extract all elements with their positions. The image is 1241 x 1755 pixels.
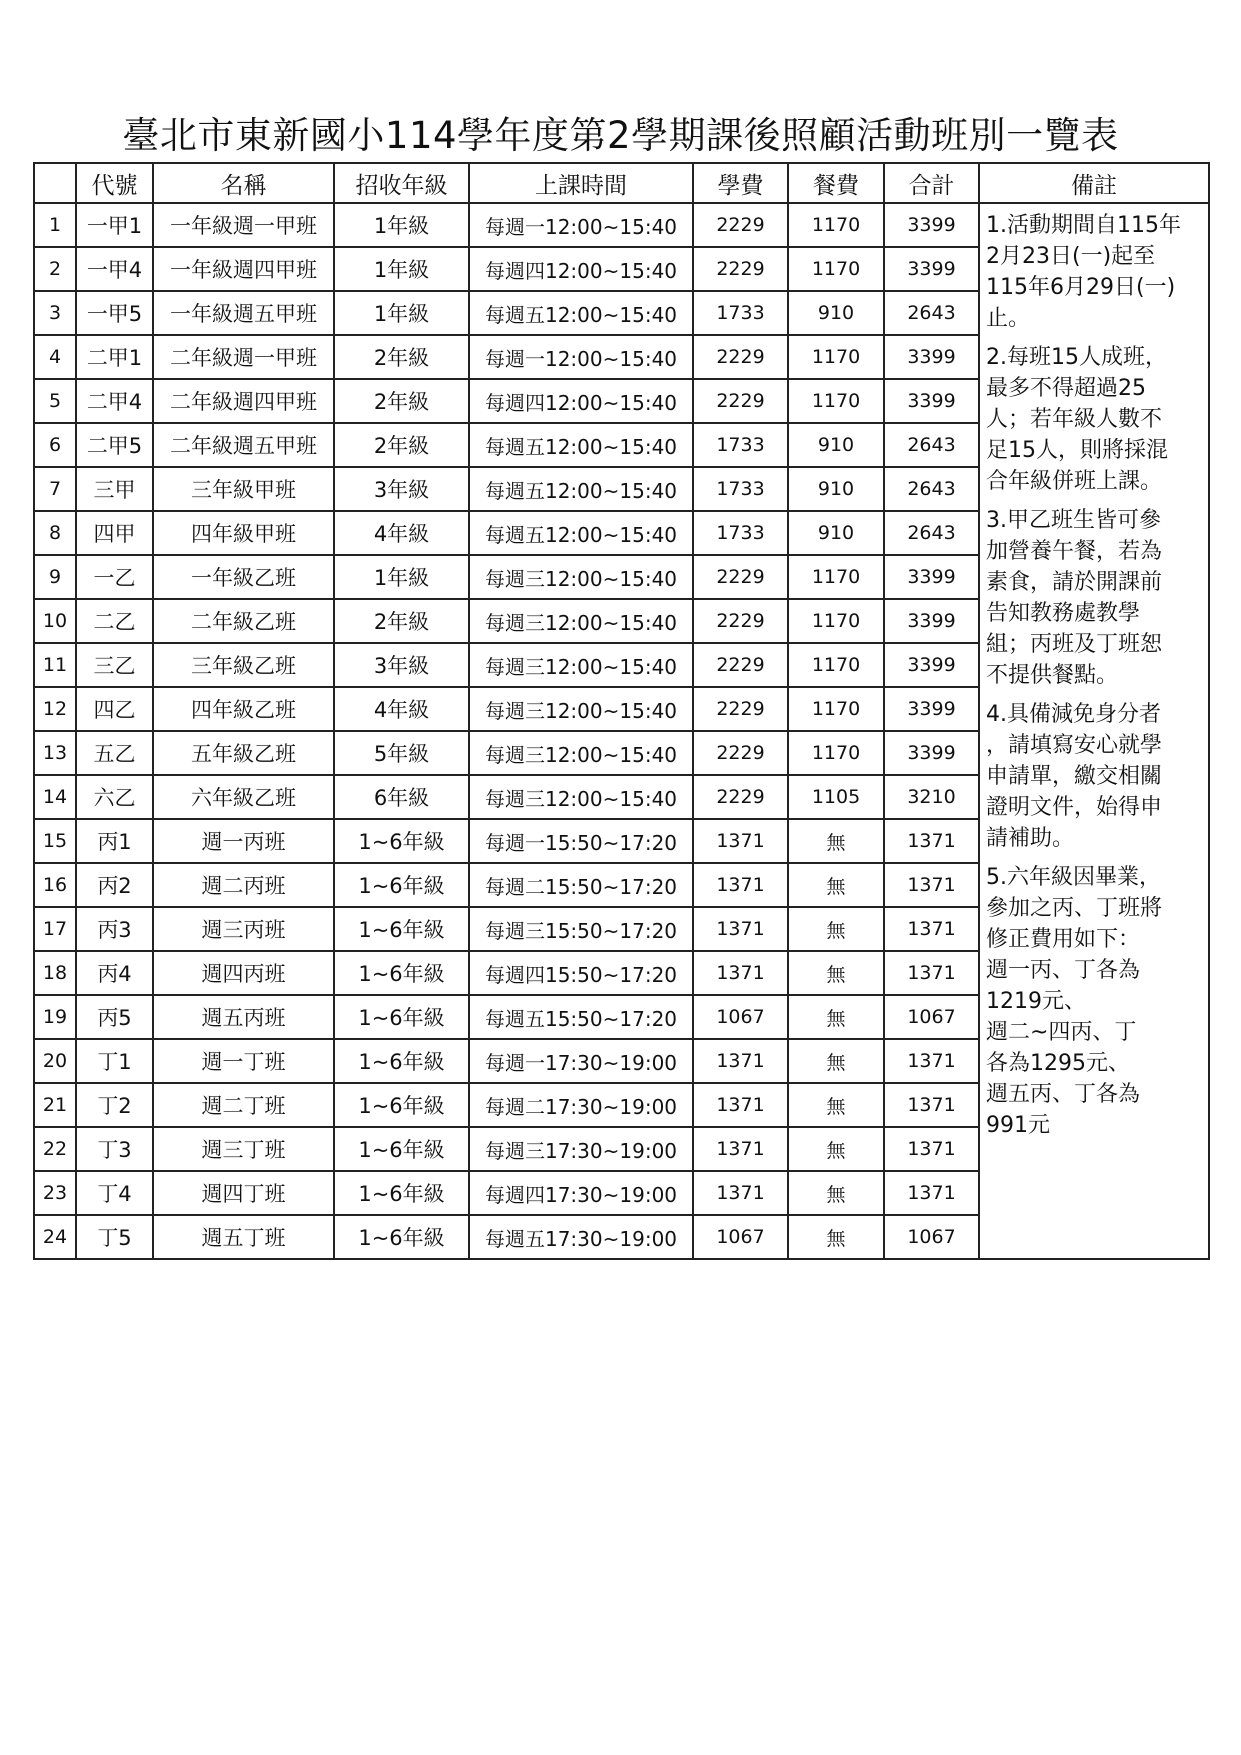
total-fee: 1371: [884, 1127, 979, 1171]
class-name: 四年級甲班: [153, 511, 334, 555]
meal-fee: 910: [788, 511, 884, 555]
class-name: 週五丙班: [153, 995, 334, 1039]
total-fee: 1371: [884, 1171, 979, 1215]
remark-line: 1.活動期間自115年: [986, 213, 1181, 238]
class-code: 丙4: [76, 951, 153, 995]
class-code: 四乙: [76, 687, 153, 731]
meal-fee: 1170: [788, 599, 884, 643]
class-name: 三年級甲班: [153, 467, 334, 511]
class-name: 二年級乙班: [153, 599, 334, 643]
remarks-cell: [979, 203, 1209, 1259]
class-code: 三甲: [76, 467, 153, 511]
row-number: 22: [34, 1127, 76, 1171]
remark-line: ，請填寫安心就學: [986, 733, 1163, 758]
table-row: [34, 203, 1209, 247]
row-number: 23: [34, 1171, 76, 1215]
class-time: 每週四17:30~19:00: [469, 1171, 693, 1215]
total-fee: 3399: [884, 599, 979, 643]
grade-level: 1年級: [334, 203, 469, 247]
grade-level: 1~6年級: [334, 1171, 469, 1215]
class-code: 四甲: [76, 511, 153, 555]
class-time: 每週三17:30~19:00: [469, 1127, 693, 1171]
row-number: 2: [34, 247, 76, 291]
total-fee: 3399: [884, 687, 979, 731]
class-time: 每週二15:50~17:20: [469, 863, 693, 907]
class-name: 一年級週五甲班: [153, 291, 334, 335]
total-fee: 1371: [884, 863, 979, 907]
grade-level: 2年級: [334, 599, 469, 643]
class-code: 丙2: [76, 863, 153, 907]
class-time: 每週一12:00~15:40: [469, 203, 693, 247]
row-number: 9: [34, 555, 76, 599]
remark-line: 告知教務處教學: [986, 601, 1141, 626]
row-number: 18: [34, 951, 76, 995]
remark-line: 加營養午餐，若為: [986, 539, 1163, 564]
grade-level: 3年級: [334, 643, 469, 687]
tuition-fee: 1371: [693, 1127, 788, 1171]
grade-level: 1~6年級: [334, 1127, 469, 1171]
class-time: 每週三12:00~15:40: [469, 643, 693, 687]
meal-fee: 910: [788, 467, 884, 511]
grade-level: 1年級: [334, 291, 469, 335]
tuition-fee: 2229: [693, 599, 788, 643]
class-name: 二年級週四甲班: [153, 379, 334, 423]
class-time: 每週三15:50~17:20: [469, 907, 693, 951]
meal-fee: 無: [788, 951, 884, 995]
class-code: 二甲4: [76, 379, 153, 423]
remark-line: 最多不得超過25: [986, 376, 1146, 401]
total-fee: 3399: [884, 555, 979, 599]
class-name: 週四丙班: [153, 951, 334, 995]
remark-line: 不提供餐點。: [986, 663, 1119, 688]
tuition-fee: 1371: [693, 1171, 788, 1215]
class-time: 每週四15:50~17:20: [469, 951, 693, 995]
class-name: 六年級乙班: [153, 775, 334, 819]
remark-line: 證明文件，始得申: [986, 795, 1163, 820]
grade-level: 1~6年級: [334, 907, 469, 951]
meal-fee: 910: [788, 423, 884, 467]
class-time: 每週三12:00~15:40: [469, 599, 693, 643]
class-code: 二乙: [76, 599, 153, 643]
grade-level: 1~6年級: [334, 951, 469, 995]
grade-level: 1~6年級: [334, 1039, 469, 1083]
remark-item: [986, 862, 1204, 1141]
tuition-fee: 1371: [693, 907, 788, 951]
tuition-fee: 2229: [693, 555, 788, 599]
meal-fee: 1170: [788, 247, 884, 291]
class-code: 一乙: [76, 555, 153, 599]
remark-line: 115年6月29日(一): [986, 275, 1176, 300]
class-code: 二甲1: [76, 335, 153, 379]
class-time: 每週五17:30~19:00: [469, 1215, 693, 1259]
tuition-fee: 2229: [693, 775, 788, 819]
class-time: 每週三12:00~15:40: [469, 687, 693, 731]
total-fee: 1067: [884, 995, 979, 1039]
remark-line: 3.甲乙班生皆可參: [986, 508, 1161, 533]
class-time: 每週一17:30~19:00: [469, 1039, 693, 1083]
grade-level: 3年級: [334, 467, 469, 511]
total-fee: 2643: [884, 467, 979, 511]
class-name: 週五丁班: [153, 1215, 334, 1259]
meal-fee: 1170: [788, 555, 884, 599]
meal-fee: 無: [788, 1039, 884, 1083]
remark-line: 1219元、: [986, 989, 1086, 1014]
class-name: 四年級乙班: [153, 687, 334, 731]
tuition-fee: 2229: [693, 203, 788, 247]
header-tuition: 學費: [693, 163, 788, 203]
total-fee: 2643: [884, 511, 979, 555]
meal-fee: 無: [788, 819, 884, 863]
tuition-fee: 1733: [693, 467, 788, 511]
header-name: 名稱: [153, 163, 334, 203]
remark-item: [986, 342, 1204, 497]
remark-line: 2月23日(一)起至: [986, 244, 1156, 269]
total-fee: 1371: [884, 1039, 979, 1083]
header-remarks: 備註: [979, 163, 1209, 203]
total-fee: 3210: [884, 775, 979, 819]
remark-line: 素食，請於開課前: [986, 570, 1163, 595]
class-time: 每週五12:00~15:40: [469, 467, 693, 511]
class-time: 每週五15:50~17:20: [469, 995, 693, 1039]
class-table: [33, 162, 1210, 1260]
grade-level: 6年級: [334, 775, 469, 819]
row-number: 12: [34, 687, 76, 731]
row-number: 16: [34, 863, 76, 907]
class-name: 二年級週五甲班: [153, 423, 334, 467]
remark-line: 足15人，則將採混: [986, 438, 1168, 463]
class-name: 週一丙班: [153, 819, 334, 863]
class-time: 每週三12:00~15:40: [469, 775, 693, 819]
row-number: 3: [34, 291, 76, 335]
total-fee: 2643: [884, 291, 979, 335]
total-fee: 1067: [884, 1215, 979, 1259]
total-fee: 1371: [884, 951, 979, 995]
class-name: 週三丙班: [153, 907, 334, 951]
total-fee: 3399: [884, 203, 979, 247]
meal-fee: 1170: [788, 731, 884, 775]
tuition-fee: 2229: [693, 643, 788, 687]
tuition-fee: 2229: [693, 731, 788, 775]
tuition-fee: 1371: [693, 951, 788, 995]
class-time: 每週二17:30~19:00: [469, 1083, 693, 1127]
meal-fee: 1170: [788, 643, 884, 687]
meal-fee: 910: [788, 291, 884, 335]
remark-line: 人；若年級人數不: [986, 407, 1163, 432]
class-code: 丁3: [76, 1127, 153, 1171]
class-code: 丁5: [76, 1215, 153, 1259]
row-number: 21: [34, 1083, 76, 1127]
remark-item: [986, 210, 1204, 334]
class-time: 每週三12:00~15:40: [469, 555, 693, 599]
total-fee: 3399: [884, 335, 979, 379]
class-code: 丁2: [76, 1083, 153, 1127]
tuition-fee: 1371: [693, 1083, 788, 1127]
header-grade: 招收年級: [334, 163, 469, 203]
remark-line: 週五丙、丁各為: [986, 1082, 1141, 1107]
tuition-fee: 2229: [693, 247, 788, 291]
row-number: 19: [34, 995, 76, 1039]
total-fee: 3399: [884, 731, 979, 775]
meal-fee: 1105: [788, 775, 884, 819]
class-code: 一甲1: [76, 203, 153, 247]
row-number: 24: [34, 1215, 76, 1259]
tuition-fee: 1067: [693, 995, 788, 1039]
row-number: 14: [34, 775, 76, 819]
header-time: 上課時間: [469, 163, 693, 203]
meal-fee: 無: [788, 1083, 884, 1127]
meal-fee: 1170: [788, 687, 884, 731]
class-code: 三乙: [76, 643, 153, 687]
total-fee: 1371: [884, 1083, 979, 1127]
header-total: 合計: [884, 163, 979, 203]
row-number: 8: [34, 511, 76, 555]
class-name: 三年級乙班: [153, 643, 334, 687]
class-code: 丙1: [76, 819, 153, 863]
remark-item: [986, 699, 1204, 854]
grade-level: 1~6年級: [334, 1215, 469, 1259]
remark-line: 5.六年級因畢業，: [986, 865, 1161, 890]
row-number: 4: [34, 335, 76, 379]
class-code: 一甲5: [76, 291, 153, 335]
total-fee: 3399: [884, 643, 979, 687]
remark-line: 991元: [986, 1113, 1050, 1138]
row-number: 11: [34, 643, 76, 687]
meal-fee: 無: [788, 907, 884, 951]
row-number: 17: [34, 907, 76, 951]
class-code: 六乙: [76, 775, 153, 819]
class-code: 二甲5: [76, 423, 153, 467]
grade-level: 4年級: [334, 511, 469, 555]
class-time: 每週五12:00~15:40: [469, 291, 693, 335]
grade-level: 2年級: [334, 379, 469, 423]
row-number: 10: [34, 599, 76, 643]
header-code: 代號: [76, 163, 153, 203]
meal-fee: 無: [788, 1127, 884, 1171]
meal-fee: 1170: [788, 379, 884, 423]
tuition-fee: 1371: [693, 1039, 788, 1083]
remark-line: 組；丙班及丁班恕: [986, 632, 1163, 657]
remark-line: 參加之丙、丁班將: [986, 896, 1163, 921]
tuition-fee: 2229: [693, 379, 788, 423]
tuition-fee: 1733: [693, 291, 788, 335]
tuition-fee: 2229: [693, 687, 788, 731]
class-name: 二年級週一甲班: [153, 335, 334, 379]
total-fee: 1371: [884, 819, 979, 863]
remark-line: 止。: [986, 306, 1031, 331]
class-time: 每週四12:00~15:40: [469, 379, 693, 423]
class-code: 丙5: [76, 995, 153, 1039]
remark-line: 2.每班15人成班，: [986, 345, 1167, 370]
class-time: 每週四12:00~15:40: [469, 247, 693, 291]
tuition-fee: 2229: [693, 335, 788, 379]
remark-line: 請補助。: [986, 826, 1075, 851]
class-name: 週二丙班: [153, 863, 334, 907]
meal-fee: 無: [788, 863, 884, 907]
class-name: 一年級乙班: [153, 555, 334, 599]
row-number: 15: [34, 819, 76, 863]
remark-line: 合年級併班上課。: [986, 469, 1163, 494]
grade-level: 1~6年級: [334, 863, 469, 907]
grade-level: 2年級: [334, 423, 469, 467]
total-fee: 1371: [884, 907, 979, 951]
class-code: 丁4: [76, 1171, 153, 1215]
class-name: 一年級週四甲班: [153, 247, 334, 291]
meal-fee: 1170: [788, 203, 884, 247]
total-fee: 3399: [884, 379, 979, 423]
row-number: 20: [34, 1039, 76, 1083]
grade-level: 1年級: [334, 555, 469, 599]
class-name: 週三丁班: [153, 1127, 334, 1171]
meal-fee: 無: [788, 1171, 884, 1215]
row-number: 5: [34, 379, 76, 423]
header-meal: 餐費: [788, 163, 884, 203]
row-number: 13: [34, 731, 76, 775]
remark-line: 修正費用如下：: [986, 927, 1141, 952]
row-number: 6: [34, 423, 76, 467]
header-row: [34, 163, 1209, 203]
remark-line: 4.具備減免身分者: [986, 702, 1161, 727]
grade-level: 1~6年級: [334, 995, 469, 1039]
grade-level: 2年級: [334, 335, 469, 379]
tuition-fee: 1067: [693, 1215, 788, 1259]
class-name: 週四丁班: [153, 1171, 334, 1215]
class-time: 每週一15:50~17:20: [469, 819, 693, 863]
meal-fee: 無: [788, 1215, 884, 1259]
class-name: 週二丁班: [153, 1083, 334, 1127]
remark-line: 申請單，繳交相關: [986, 764, 1163, 789]
grade-level: 4年級: [334, 687, 469, 731]
tuition-fee: 1733: [693, 511, 788, 555]
total-fee: 3399: [884, 247, 979, 291]
remark-line: 週二~四丙、丁: [986, 1020, 1137, 1045]
row-number: 7: [34, 467, 76, 511]
class-code: 丙3: [76, 907, 153, 951]
class-code: 一甲4: [76, 247, 153, 291]
total-fee: 2643: [884, 423, 979, 467]
page-title: 臺北市東新國小114學年度第2學期課後照顧活動班別一覽表: [122, 114, 1119, 157]
class-time: 每週一12:00~15:40: [469, 335, 693, 379]
class-name: 一年級週一甲班: [153, 203, 334, 247]
meal-fee: 1170: [788, 335, 884, 379]
tuition-fee: 1733: [693, 423, 788, 467]
grade-level: 1~6年級: [334, 819, 469, 863]
tuition-fee: 1371: [693, 863, 788, 907]
grade-level: 5年級: [334, 731, 469, 775]
remark-line: 週一丙、丁各為: [986, 958, 1141, 983]
class-name: 週一丁班: [153, 1039, 334, 1083]
class-time: 每週五12:00~15:40: [469, 423, 693, 467]
grade-level: 1年級: [334, 247, 469, 291]
remark-item: [986, 505, 1204, 691]
row-number: 1: [34, 203, 76, 247]
class-code: 五乙: [76, 731, 153, 775]
class-name: 五年級乙班: [153, 731, 334, 775]
remark-line: 各為1295元、: [986, 1051, 1130, 1076]
tuition-fee: 1371: [693, 819, 788, 863]
meal-fee: 無: [788, 995, 884, 1039]
header-no: [34, 163, 76, 203]
class-time: 每週三12:00~15:40: [469, 731, 693, 775]
class-time: 每週五12:00~15:40: [469, 511, 693, 555]
grade-level: 1~6年級: [334, 1083, 469, 1127]
class-code: 丁1: [76, 1039, 153, 1083]
